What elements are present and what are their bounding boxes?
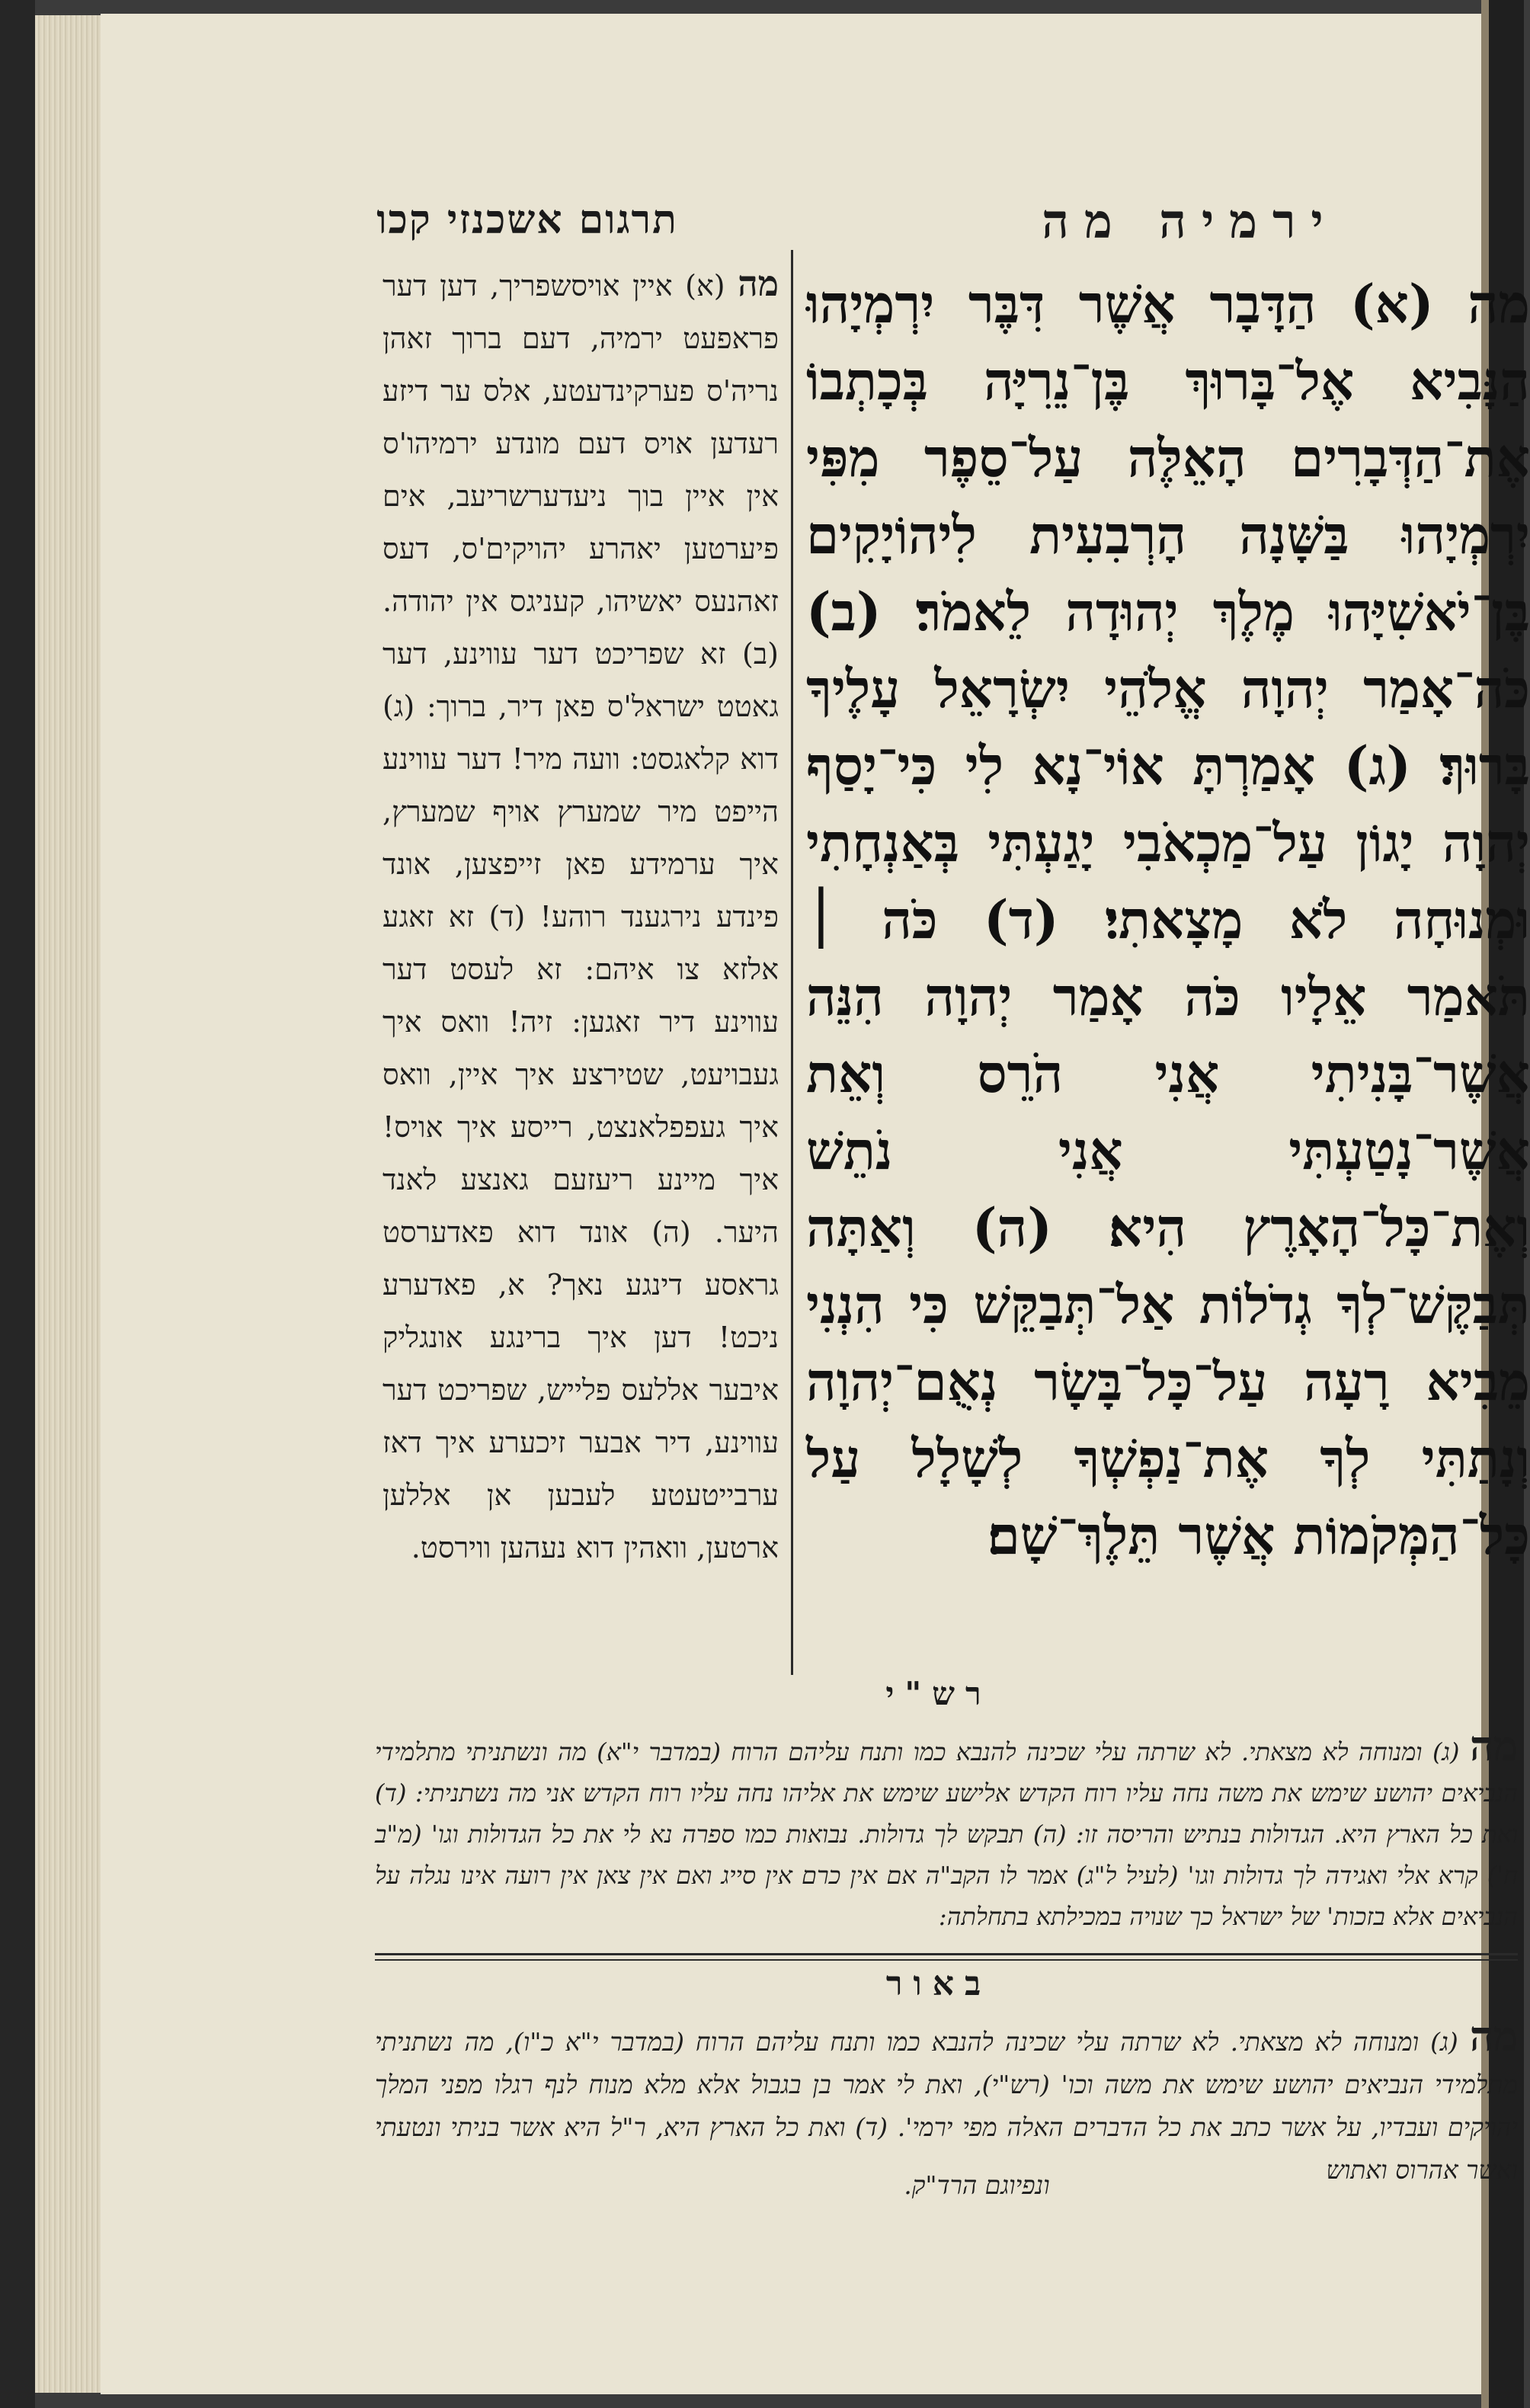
biur-chapter-label: מה	[1469, 2012, 1518, 2061]
section-rule-thin	[375, 1959, 1518, 1961]
targum-column	[382, 258, 779, 1574]
targum-text: (א) איין אויסשפריך, דען דער פראפעט ירמיה, דעם ברוך זאהן נריה'ס פערקינדעטע, אלס ער דיזע רעדען אויס דעם מונדע ירמיהו'ס אין איין בוך ניעדערשריעב, אים פיערטען יאהרע יהויקים'ס, דעס זאהנעס יאשיהו, קעניגס אין יהודה. (ב) זא שפריכט דער עווינע, דער גאטט ישראל'ס פאן דיר, ברוך: (ג) דוא קלאגסט: וועה מיר! דער עווינע הייפט מיר שמערץ אויף שמערץ, איך ערמידע פאן זייפצען, אונד פינדע נירגענד רוהע! (ד) זא זאגע אלזא צו איהם: זא לעסט דער עווינע דיר זאגען: זיה! וואס איך געבויעט, שטירצע איך איין, וואס איך געפפלאנצט, רייסע איך אויס! איך מיינע ריעזעם גאנצע לאנד היער. (ה) אונד דוא פאדערסט גראסע דינגע נאך? א, פאדערע ניכט! דען איך ברינגע אונגליק איבער אללעס פלייש, שפריכט דער עווינע, דיר אבער זיכערע איך דאז ערבייטעטע לעבען אן אללען ארטען, וואהין דוא נעהען ווירסט.	[382, 269, 779, 1564]
book-page	[101, 14, 1530, 2394]
page-edges	[35, 15, 101, 2393]
rashi-chapter-label: מה	[1469, 1721, 1519, 1770]
scripture-column	[806, 265, 1530, 1574]
book-cover-left	[0, 0, 35, 2408]
rashi-text: (ג) ומנוחה לא מצאתי. לא שרתה עלי שכינה להנבא כמו ותנח עליהם הרוח (במדבר י"א) מה ונשתניתי מתלמידי הנביאים יהושע שימש את משה נחה עליו רוח הקדש אלישע שימש את אליהו נחה עליו רוח הקדש אני מה נשתניתי: (ד) ואת כל הארץ היא. הגדולות בנתיש והריסה זו: (ה) תבקש לך גדולות. נבואות כמו ספרה נא לי את כל הגדולות וגו' (מ"ב ח') קרא אלי ואגידה לך גדולות וגו' (לעיל ל"ג) אמר לו הקב"ה אם אין כרם אין סייג ואם אין צאן אין רועה אינו נגלה על הנביאים אלא בזכות' של ישראל כך שנויה במכילתא בתחלתה:	[375, 1737, 1518, 1931]
biur-tail: ונפיוגם הרד"ק.	[904, 2170, 1050, 2200]
targum-chapter-label: מה	[738, 263, 779, 304]
biur-title: באור	[885, 1965, 992, 2003]
targum-header: תרגום אשכנזי קכו	[376, 197, 678, 243]
biur-text: (ג) ומנוחה לא מצאתי. לא שרתה עלי שכינה להנבא כמו ותנח עליהם הרוח (במדבר י"א כ"ו), מה נשתניתי מתלמידי הנביאים יהושע שימש את משה וכו' (רש"י), ואת לי אמר בן בגבול אלא מלא מנוח לנף רגלו מפני המלך יהויקים ועבדיו, על אשר כתב את כל הדברים האלה מפי ירמי'. (ד) ואת כל הארץ היא, ר"ל היא אשר בניתי ונטעתי ואשר אהרוס ואתוש	[375, 2027, 1518, 2185]
scripture-text: (א) הַדָּבָר אֲשֶׁר דִּבֶּר יִרְמְיָהוּ הַנָּבִיא אֶל־בָּרוּךְ בֶּן־נֵרִיָּה בְּכָתְבוֹ אֶת־הַדְּבָרִים הָאֵלֶּה עַל־סֵפֶר מִפִּי יִרְמְיָהוּ בַּשָּׁנָה הָרְבִעִית לִיהוֹיָקִים בֶּן־יֹאשִׁיָּהוּ מֶלֶךְ יְהוּדָה לֵאמֹר׃ (ב) כֹּה־אָמַר יְהוָה אֱלֹהֵי יִשְׂרָאֵל עָלֶיךָ בָּרוּךְ׃ (ג) אָמַרְתָּ אוֹי־נָא לִי כִּי־יָסַף יְהוָה יָגוֹן עַל־מַכְאֹבִי יָגַעְתִּי בְּאַנְחָתִי וּמְנוּחָה לֹא מָצָאתִי׃ (ד) כֹּה ׀ תֹּאמַר אֵלָיו כֹּה אָמַר יְהוָה הִנֵּה אֲשֶׁר־בָּנִיתִי אֲנִי הֹרֵס וְאֵת אֲשֶׁר־נָטַעְתִּי אֲנִי נֹתֵשׁ וְאֶת־כָּל־הָאָרֶץ הִיא׃ (ה) וְאַתָּה תְּבַקֶּשׁ־לְךָ גְדֹלוֹת אַל־תְּבַקֵּשׁ כִּי הִנְנִי מֵבִיא רָעָה עַל־כָּל־בָּשָׂר נְאֻם־יְהוָה וְנָתַתִּי לְךָ אֶת־נַפְשְׁךָ לְשָׁלָל עַל כָּל־הַמְּקֹמוֹת אֲשֶׁר תֵּלֶךְ־שָׁם׃	[806, 274, 1530, 1567]
rashi-commentary	[375, 1721, 1519, 1937]
column-divider	[791, 250, 793, 1675]
scripture-header: ירמיה מה	[1042, 194, 1339, 249]
rashi-title: רש"י	[885, 1675, 992, 1712]
biur-commentary	[375, 2012, 1518, 2192]
scripture-chapter-label: מה	[1468, 272, 1530, 335]
section-rule	[375, 1953, 1518, 1955]
